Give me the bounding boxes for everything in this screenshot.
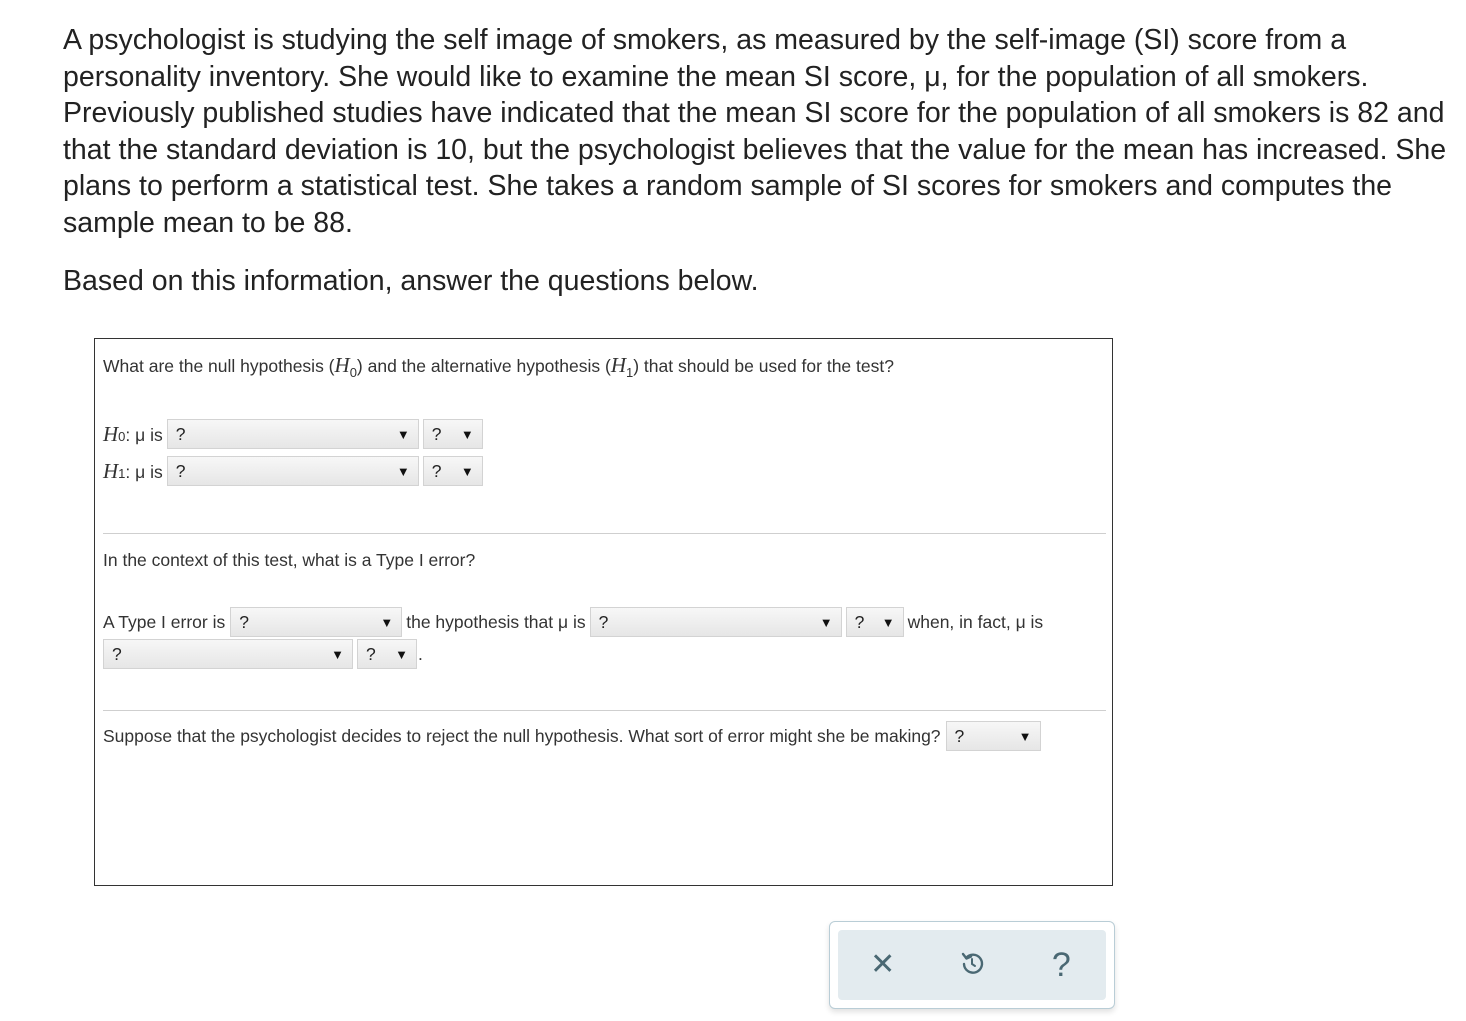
undo-button[interactable] <box>950 943 994 987</box>
help-icon: ? <box>1051 946 1071 984</box>
type-one-true-relation-select[interactable]: ? ▼ <box>103 639 353 669</box>
type-one-error-sentence-continued: ? ▼ ? ▼ . <box>103 639 423 669</box>
question-type-one-error: In the context of this test, what is a Type I error? <box>103 550 476 570</box>
undo-icon <box>959 950 985 981</box>
type-one-relation-select[interactable]: ? ▼ <box>590 607 842 637</box>
null-hypothesis-label: H 0 : μ is <box>103 421 163 446</box>
chevron-down-icon: ▼ <box>396 426 410 442</box>
chevron-down-icon: ▼ <box>395 646 408 662</box>
question-hypotheses: What are the null hypothesis $(H_0)$ and the alternative hypothesis $(H_1)$ that should be used for the test? <box>103 353 894 380</box>
type-one-error-sentence: A Type I error is ? ▼ the hypothesis that μ is ? ▼ ? ▼ when, in fact, μ is <box>103 607 1047 637</box>
help-button[interactable] <box>1039 943 1083 987</box>
alternative-hypothesis-value-select[interactable]: ? ▼ <box>423 456 483 486</box>
section-divider <box>103 533 1106 534</box>
chevron-down-icon: ▼ <box>460 463 474 479</box>
alternative-hypothesis-row <box>103 456 483 486</box>
instruction-text: Based on this information, answer the questions below. <box>63 265 759 297</box>
chevron-down-icon: ▼ <box>331 646 344 662</box>
chevron-down-icon: ▼ <box>1018 728 1032 744</box>
alternative-hypothesis-label: H 1 : μ is <box>103 458 163 483</box>
chevron-down-icon: ▼ <box>396 463 410 479</box>
chevron-down-icon: ▼ <box>819 614 833 630</box>
problem-statement <box>63 22 1453 300</box>
clear-button[interactable] <box>861 943 905 987</box>
answer-panel <box>94 338 1113 886</box>
question-error-type: Suppose that the psychologist decides to reject the null hypothesis. What sort of error might she be making? ? ▼ <box>103 721 1041 751</box>
error-type-select[interactable]: ? ▼ <box>946 721 1041 751</box>
close-icon: ✕ <box>870 948 896 981</box>
answer-toolbar <box>829 921 1115 1009</box>
type-one-value-select[interactable]: ? ▼ <box>846 607 904 637</box>
type-one-action-select[interactable]: ? ▼ <box>230 607 402 637</box>
null-hypothesis-value-select[interactable]: ? ▼ <box>423 419 483 449</box>
toolbar-buttons <box>838 930 1106 1000</box>
type-one-true-value-select[interactable]: ? ▼ <box>357 639 417 669</box>
null-hypothesis-relation-select[interactable]: ? ▼ <box>167 419 419 449</box>
chevron-down-icon: ▼ <box>881 614 895 630</box>
section-divider <box>103 710 1106 711</box>
chevron-down-icon: ▼ <box>380 614 394 630</box>
chevron-down-icon: ▼ <box>460 426 474 442</box>
problem-paragraph: A psychologist is studying the self image of smokers, as measured by the self-image (SI) score from a personality inventory. She would like to examine the mean SI score, μ, for the population of all smokers. Previously published studies have indicated that the mean SI score for the population of all smokers is 82 and that the standard deviation is 10, but the psychologist believes that the value for the mean has increased. She plans to perform a statistical test. She takes a random sample of SI scores for smokers and computes the sample mean to be 88. <box>63 24 1447 239</box>
alternative-hypothesis-relation-select[interactable]: ? ▼ <box>167 456 419 486</box>
null-hypothesis-row <box>103 419 483 449</box>
